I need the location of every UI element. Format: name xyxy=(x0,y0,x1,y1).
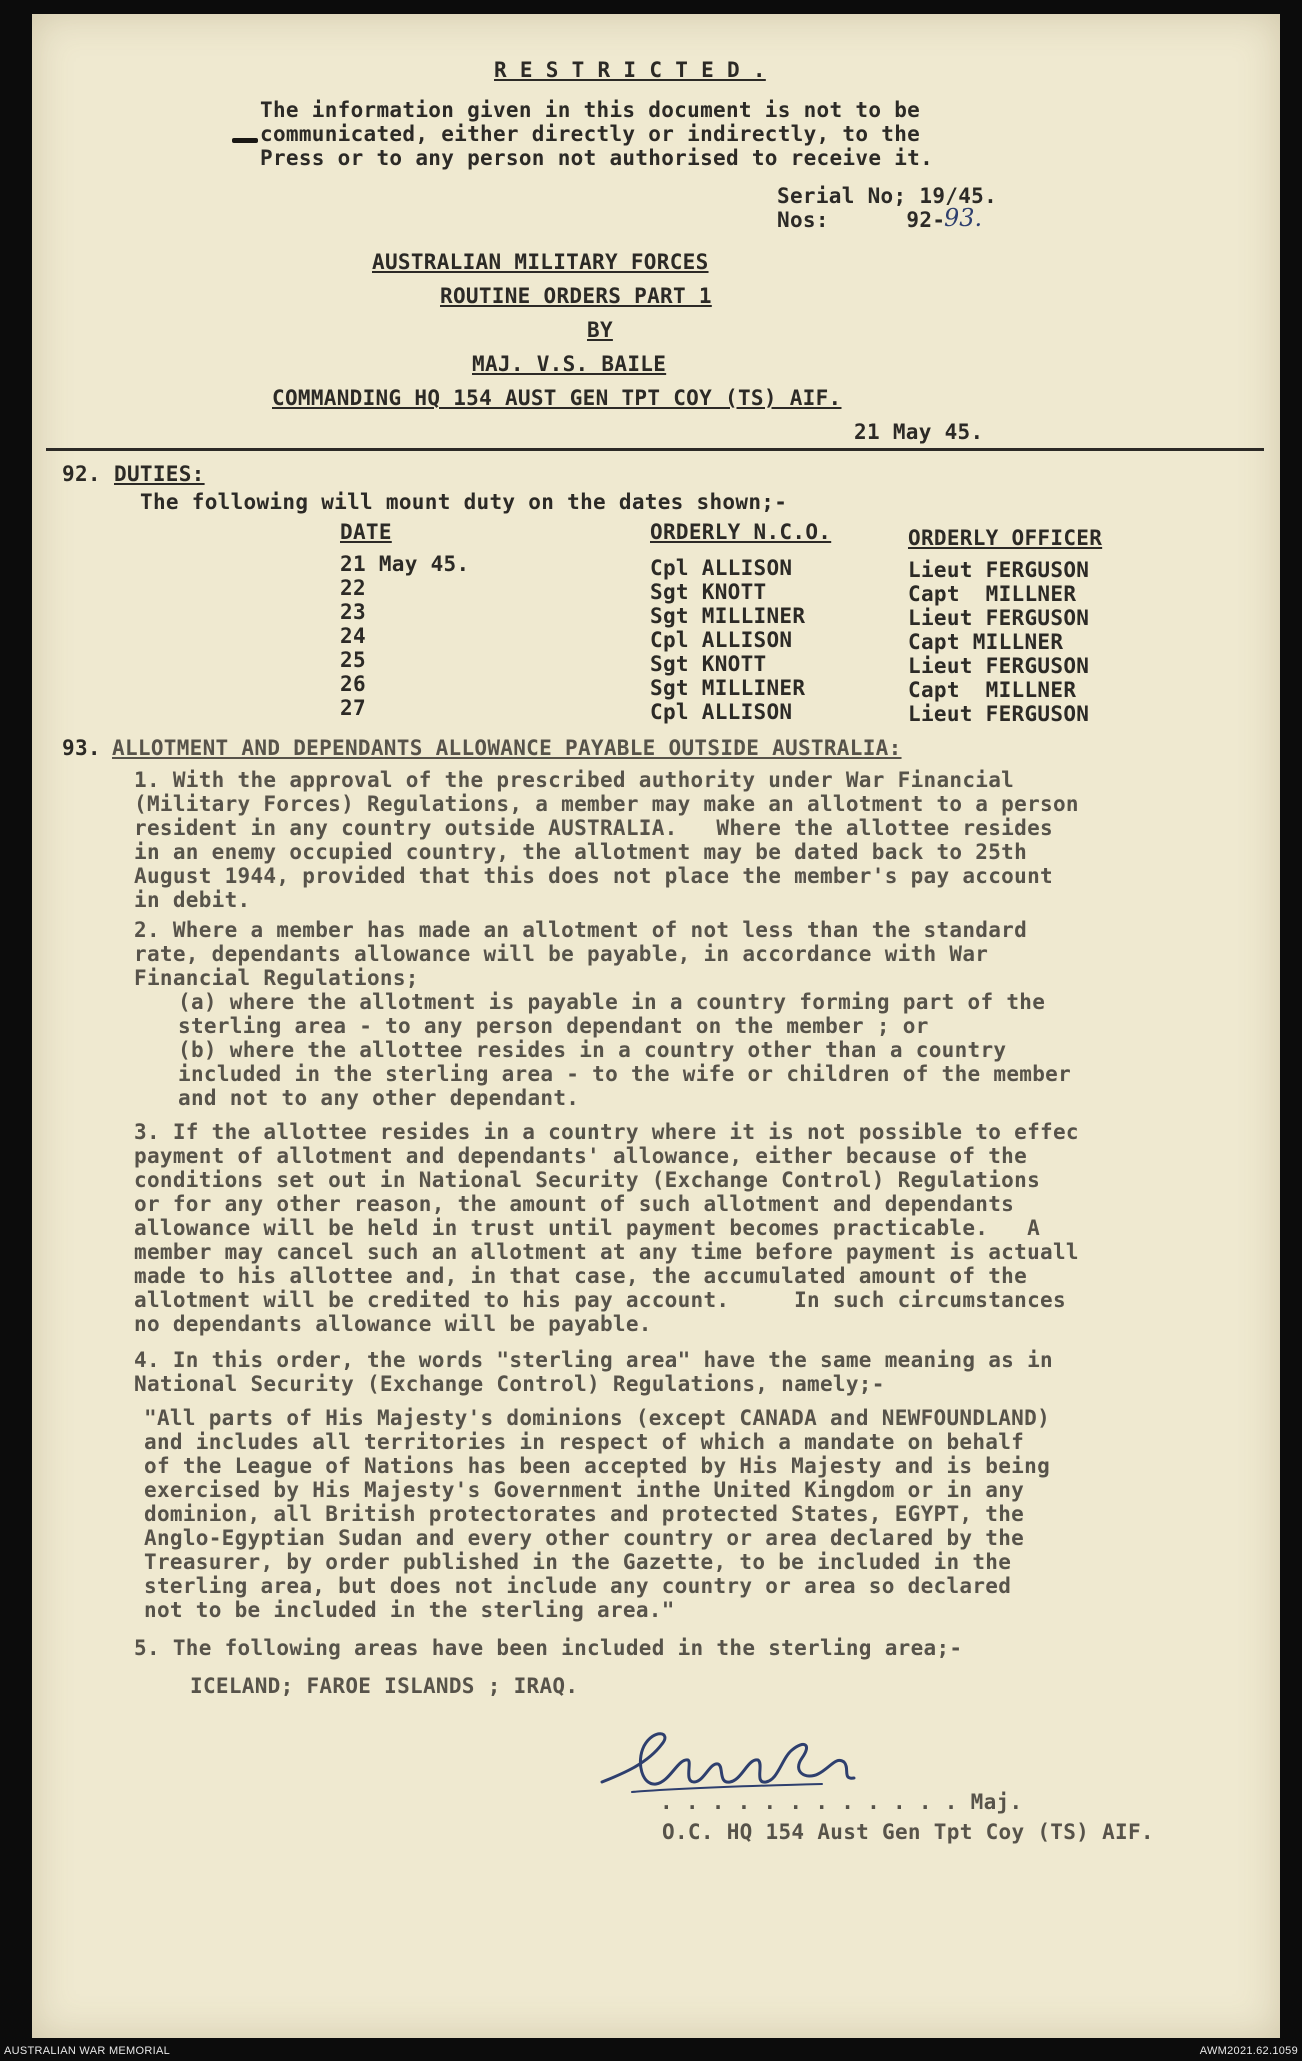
quote-line: dominion, all British protectorates and protected States, EGYPT, the xyxy=(144,1502,1025,1526)
quote-line: not to be included in the sterling area." xyxy=(144,1598,675,1622)
para-line: August 1944, provided that this does not place the member's pay account xyxy=(134,864,1053,888)
classification-heading: R E S T R I C T E D . xyxy=(494,58,766,82)
col-orderly-officer: ORDERLY OFFICER xyxy=(908,526,1103,550)
quote-line: and includes all territories in respect of which a mandate on behalf xyxy=(144,1430,1025,1454)
duty-officer: Lieut FERGUSON xyxy=(908,702,1090,726)
quote-line: sterling area, but does not include any country or area so declared xyxy=(144,1574,1012,1598)
duty-nco: Sgt KNOTT xyxy=(650,652,767,676)
para-line: allowance will be held in trust until payment becomes practicable. A xyxy=(134,1216,1041,1240)
title-by: BY xyxy=(587,318,613,342)
para-line: in an enemy occupied country, the allotment may be dated back to 25th xyxy=(134,840,1028,864)
para-line: resident in any country outside AUSTRALIA. Where the allottee resides xyxy=(134,816,1053,840)
duty-nco: Cpl ALLISON xyxy=(650,556,793,580)
notice-line-3: Press or to any person not authorised to receive it. xyxy=(260,146,934,170)
para-line: allotment will be credited to his pay account. In such circumstances xyxy=(134,1288,1066,1312)
title-routine-orders: ROUTINE ORDERS PART 1 xyxy=(440,284,712,308)
signatory-title: O.C. HQ 154 Aust Gen Tpt Coy (TS) AIF. xyxy=(662,1820,1154,1844)
para-line: rate, dependants allowance will be payable, in accordance with War xyxy=(134,942,989,966)
footer-accession-number: AWM2021.62.1059 xyxy=(1199,2045,1298,2057)
para-line: member may cancel such an allotment at any time before payment is actuall xyxy=(134,1240,1079,1264)
para-line: (a) where the allotment is payable in a country forming part of the xyxy=(178,990,1046,1014)
duty-nco: Sgt MILLINER xyxy=(650,676,806,700)
duty-date: 25 xyxy=(340,648,366,672)
para-line: made to his allottee and, in that case, the accumulated amount of the xyxy=(134,1264,1028,1288)
notice-line-2: communicated, either directly or indirectly, to the xyxy=(260,122,921,146)
s93-para5: 5. The following areas have been included in the sterling area;- xyxy=(134,1636,963,1660)
duty-date: 26 xyxy=(340,672,366,696)
serial-number: Serial No; 19/45. xyxy=(777,184,998,208)
quote-line: of the League of Nations has been accepted by His Majesty and is being xyxy=(144,1454,1051,1478)
duty-officer: Capt MILLNER xyxy=(908,678,1077,702)
quote-line: "All parts of His Majesty's dominions (except CANADA and NEWFOUNDLAND) xyxy=(144,1406,1051,1430)
duty-date: 23 xyxy=(340,600,366,624)
para-line: in debit. xyxy=(134,888,251,912)
notice-line-1: The information given in this document is not to be xyxy=(260,98,921,122)
para-line: (Military Forces) Regulations, a member may make an allotment to a person xyxy=(134,792,1079,816)
para-line: 3. If the allottee resides in a country where it is not possible to effec xyxy=(134,1120,1079,1144)
s92-number: 92. xyxy=(62,462,101,486)
signature-line: . . . . . . . . . . . . Maj. xyxy=(660,1790,1023,1814)
quote-line: Treasurer, by order published in the Gazette, to be included in the xyxy=(144,1550,1012,1574)
para-line: Financial Regulations; xyxy=(134,966,419,990)
footer-source: AUSTRALIAN WAR MEMORIAL xyxy=(4,2045,171,2057)
duty-officer: Lieut FERGUSON xyxy=(908,654,1090,678)
duty-date: 21 May 45. xyxy=(340,552,470,576)
para-line: 1. With the approval of the prescribed authority under War Financial xyxy=(134,768,1015,792)
title-unit: COMMANDING HQ 154 AUST GEN TPT COY (TS) AIF. xyxy=(272,386,842,410)
header-divider xyxy=(46,448,1264,451)
quote-line: exercised by His Majesty's Government inthe United Kingdom or in any xyxy=(144,1478,1025,1502)
duty-nco: Sgt KNOTT xyxy=(650,580,767,604)
para-line: National Security (Exchange Control) Regulations, namely;- xyxy=(134,1372,885,1396)
title-amf: AUSTRALIAN MILITARY FORCES xyxy=(372,250,709,274)
s92-title: DUTIES: xyxy=(114,462,205,486)
margin-mark xyxy=(232,138,258,143)
para-line: and not to any other dependant. xyxy=(178,1086,580,1110)
title-commander: MAJ. V.S. BAILE xyxy=(472,352,667,376)
order-numbers: Nos: 92- xyxy=(777,208,946,232)
para-line: 4. In this order, the words "sterling area" have the same meaning as in xyxy=(134,1348,1053,1372)
para-line: 2. Where a member has made an allotment of not less than the standard xyxy=(134,918,1028,942)
para-line: included in the sterling area - to the wife or children of the member xyxy=(178,1062,1072,1086)
para-line: payment of allotment and dependants' allowance, either because of the xyxy=(134,1144,1028,1168)
s92-intro: The following will mount duty on the dates shown;- xyxy=(140,490,788,514)
s93-title: ALLOTMENT AND DEPENDANTS ALLOWANCE PAYABLE OUTSIDE AUSTRALIA: xyxy=(112,736,902,760)
duty-date: 22 xyxy=(340,576,366,600)
duty-nco: Cpl ALLISON xyxy=(650,700,793,724)
quote-line: Anglo-Egyptian Sudan and every other country or area declared by the xyxy=(144,1526,1025,1550)
s93-number: 93. xyxy=(62,736,101,760)
para-line: (b) where the allottee resides in a country other than a country xyxy=(178,1038,1007,1062)
para-line: no dependants allowance will be payable. xyxy=(134,1312,652,1336)
duty-date: 24 xyxy=(340,624,366,648)
col-orderly-nco: ORDERLY N.C.O. xyxy=(650,520,832,544)
duty-officer: Capt MILLNER xyxy=(908,582,1077,606)
sterling-areas-list: ICELAND; FAROE ISLANDS ; IRAQ. xyxy=(190,1674,579,1698)
order-numbers-handwritten: 93. xyxy=(944,204,983,232)
duty-nco: Sgt MILLINER xyxy=(650,604,806,628)
duty-nco: Cpl ALLISON xyxy=(650,628,793,652)
para-line: sterling area - to any person dependant on the member ; or xyxy=(178,1014,929,1038)
col-date: DATE xyxy=(340,520,392,544)
duty-officer: Lieut FERGUSON xyxy=(908,558,1090,582)
duty-date: 27 xyxy=(340,696,366,720)
para-line: or for any other reason, the amount of such allotment and dependants xyxy=(134,1192,1015,1216)
document-page xyxy=(32,14,1280,2038)
order-date: 21 May 45. xyxy=(854,420,984,444)
duty-officer: Lieut FERGUSON xyxy=(908,606,1090,630)
para-line: conditions set out in National Security (Exchange Control) Regulations xyxy=(134,1168,1041,1192)
duty-officer: Capt MILLNER xyxy=(908,630,1064,654)
